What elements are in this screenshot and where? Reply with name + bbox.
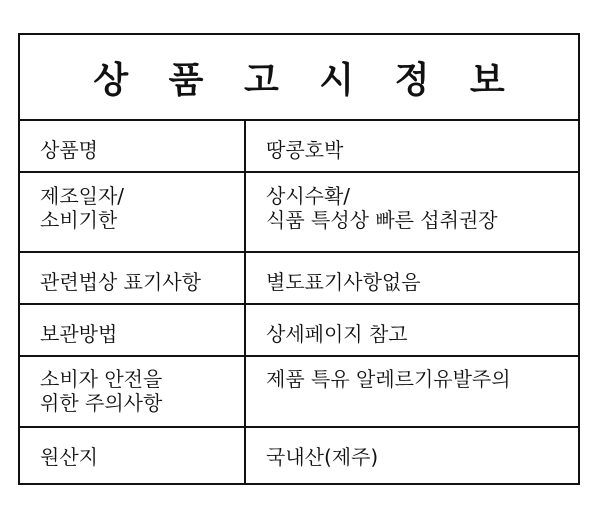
row-label-manufacture-date: 제조일자/ 소비기한 bbox=[20, 173, 246, 251]
table-row bbox=[20, 253, 578, 305]
table-row bbox=[20, 173, 578, 253]
table-row bbox=[20, 305, 578, 357]
row-label-safety-caution: 소비자 안전을 위한 주의사항 bbox=[20, 357, 246, 426]
notice-title: 상 품 고 시 정 보 bbox=[20, 35, 578, 121]
row-value-manufacture-date: 상시수확/ 식품 특성상 빠른 섭취권장 bbox=[266, 184, 498, 232]
table-row bbox=[20, 357, 578, 428]
row-label-product-name: 상품명 bbox=[20, 121, 246, 171]
row-value-product-name: 땅콩호박 bbox=[266, 138, 344, 162]
row-label-origin: 원산지 bbox=[20, 428, 246, 483]
row-label-storage: 보관방법 bbox=[20, 305, 246, 355]
product-notice-table bbox=[18, 33, 580, 485]
row-value-storage: 상세페이지 참고 bbox=[266, 322, 408, 346]
row-value-origin: 국내산(제주) bbox=[266, 445, 379, 469]
table-row bbox=[20, 121, 578, 173]
row-label-legal-notice: 관련법상 표기사항 bbox=[20, 253, 246, 303]
row-value-safety-caution: 제품 특유 알레르기유발주의 bbox=[266, 367, 511, 391]
table-row bbox=[20, 428, 578, 483]
row-value-legal-notice: 별도표기사항없음 bbox=[266, 270, 421, 294]
